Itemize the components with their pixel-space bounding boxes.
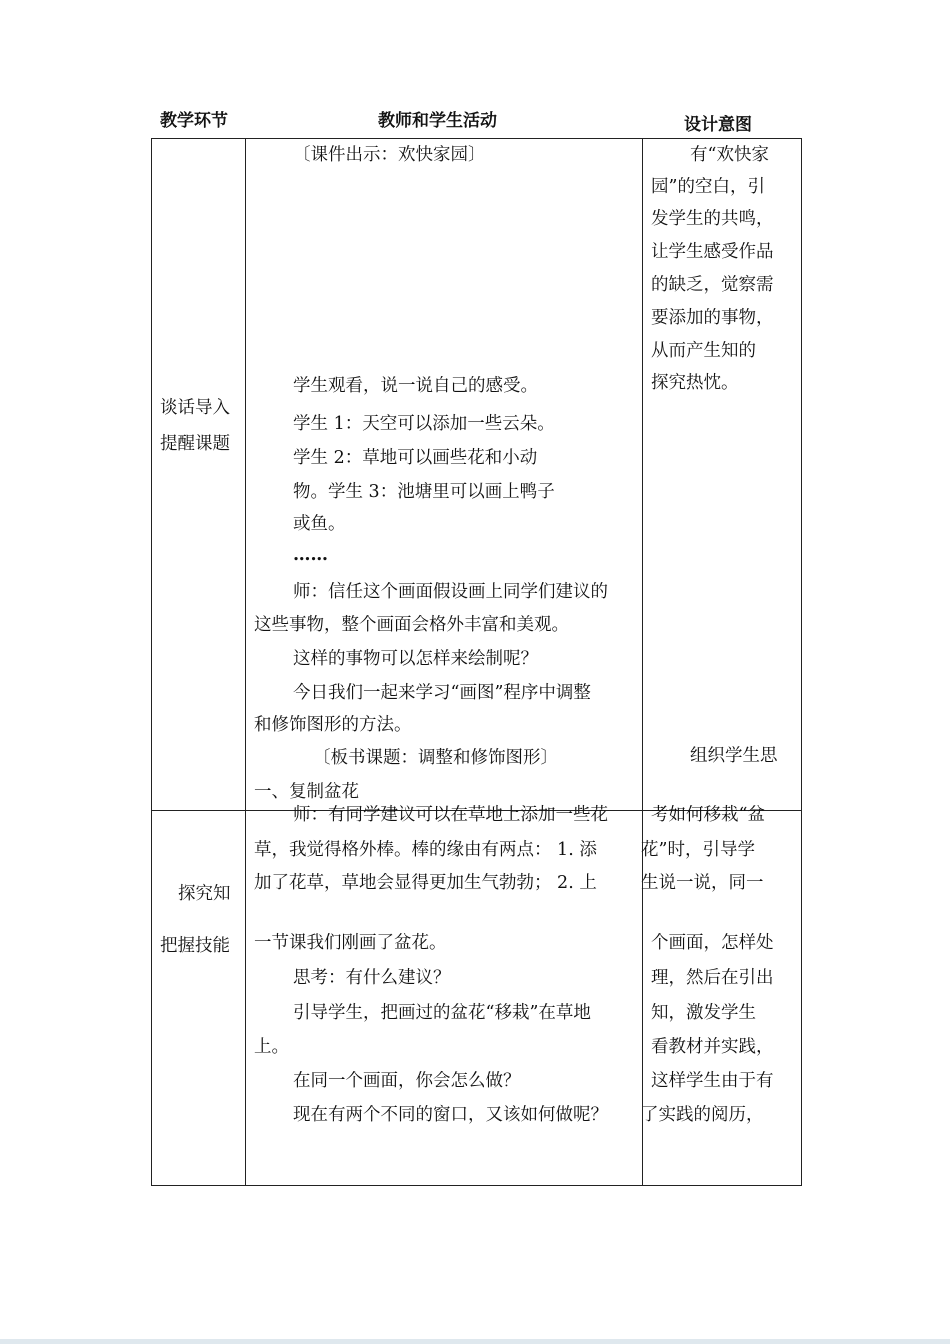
intent-line: 了实践的阅历， xyxy=(641,1105,764,1125)
activity-line: 这样的事物可以怎样来绘制呢？ xyxy=(293,649,538,669)
activity-line: 这些事物，整个画面会格外丰富和美观。 xyxy=(254,615,569,635)
activity-line: 一节课我们刚画了盆花。 xyxy=(254,933,447,953)
activity-line: 或鱼。 xyxy=(293,514,346,534)
activity-line: 现在有两个不同的窗口，又该如何做呢？ xyxy=(293,1105,608,1125)
intent-line: 探究热忱。 xyxy=(651,373,739,393)
activity-line: 〔板书课题：调整和修饰图形〕 xyxy=(313,748,558,768)
header-activities: 教师和学生活动 xyxy=(378,111,497,131)
activity-line: 一、复制盆花 xyxy=(254,782,359,802)
intent-line: 的缺乏，觉察需 xyxy=(651,275,774,295)
table-bottom-border xyxy=(151,1185,802,1186)
intent-line: 要添加的事物， xyxy=(651,308,774,328)
intent-line: 考如何移栽“盆 xyxy=(651,805,765,825)
activity-line: 加了花草，草地会显得更加生气勃勃； 2. 上 xyxy=(254,873,597,893)
activity-line: 今日我们一起来学习“画图”程序中调整 xyxy=(293,683,591,703)
table-right-border xyxy=(801,138,802,1186)
intent-line: 让学生感受作品 xyxy=(651,242,774,262)
activity-line: 学生 2：草地可以画些花和小动 xyxy=(293,448,538,468)
intent-line: 发学生的共鸣， xyxy=(651,209,774,229)
column-divider-1 xyxy=(245,138,246,1186)
page-bottom-edge xyxy=(0,1339,950,1344)
stage-line: 把握技能 xyxy=(160,936,230,956)
activity-line: 〔课件出示：欢快家园〕 xyxy=(293,145,486,165)
activity-line: 思考：有什么建议？ xyxy=(293,968,451,988)
activity-line: 草，我觉得格外棒。棒的缘由有两点： 1. 添 xyxy=(254,840,597,860)
header-stage: 教学环节 xyxy=(160,111,228,131)
header-intent: 设计意图 xyxy=(684,115,752,135)
activity-line: 和修饰图形的方法。 xyxy=(254,715,412,735)
activity-line: 师：信任这个画面假设画上同学们建议的 xyxy=(293,582,608,602)
activity-line: 上。 xyxy=(254,1037,289,1057)
column-divider-2 xyxy=(642,138,643,1186)
activity-line: 师：有同学建议可以在草地上添加一些花 xyxy=(293,805,608,825)
intent-line: 园”的空白，引 xyxy=(651,177,765,197)
intent-line: 知，激发学生 xyxy=(651,1003,756,1023)
table-left-border xyxy=(151,138,152,1186)
stage-line: 谈话导入 xyxy=(160,398,230,418)
intent-line: 有“欢快家 xyxy=(690,145,769,165)
stage-line: 提醒课题 xyxy=(160,434,230,454)
activity-line: 引导学生，把画过的盆花“移栽”在草地 xyxy=(293,1003,591,1023)
activity-line: 学生观看，说一说自己的感受。 xyxy=(293,376,538,396)
intent-line: 从而产生知的 xyxy=(651,341,756,361)
intent-line: 个画面，怎样处 xyxy=(651,933,774,953)
intent-line: 理，然后在引出 xyxy=(651,968,774,988)
table-top-border xyxy=(151,138,802,139)
intent-line: 看教材并实践， xyxy=(651,1037,774,1057)
activity-ellipsis: …… xyxy=(293,545,328,565)
stage-line: 探究知 xyxy=(178,884,231,904)
intent-line: 生说一说，同一 xyxy=(641,873,764,893)
activity-line: 在同一个画面，你会怎么做？ xyxy=(293,1071,521,1091)
activity-line: 学生 1：天空可以添加一些云朵。 xyxy=(293,414,555,434)
intent-line: 组织学生思 xyxy=(690,746,778,766)
intent-line: 花”时，引导学 xyxy=(641,840,755,860)
intent-line: 这样学生由于有 xyxy=(651,1071,774,1091)
activity-line: 物。学生 3：池塘里可以画上鸭子 xyxy=(293,482,555,502)
